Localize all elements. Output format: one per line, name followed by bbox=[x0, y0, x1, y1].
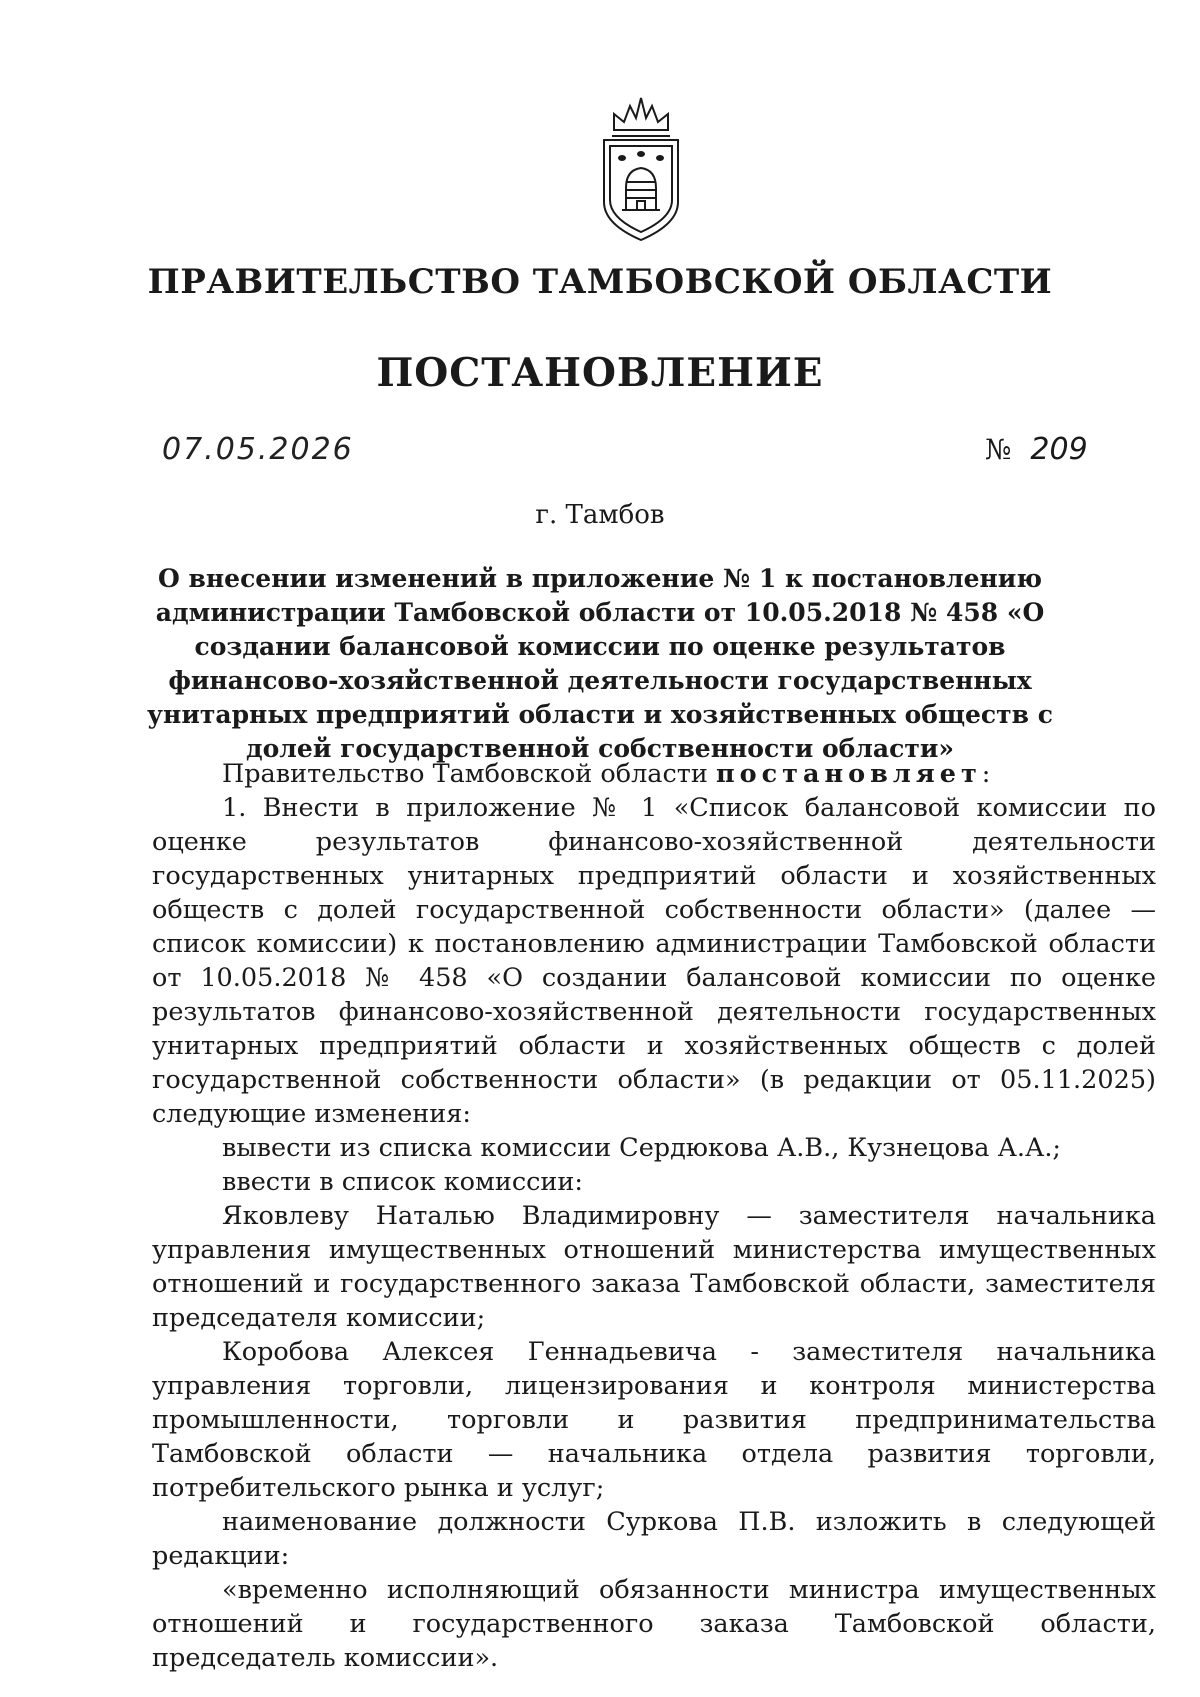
body-paragraph: «временно исполняющий обязанности министра имущественных отношений и государственного заказа Тамбовской области, председатель комиссии». bbox=[152, 1575, 1156, 1673]
body-paragraph: Яковлеву Наталью Владимировну — заместителя начальника управления имущественных отношений министерства имущественных отношений и государственного заказа Тамбовской области, заместителя председателя комиссии; bbox=[152, 1201, 1156, 1333]
document-type: ПОСТАНОВЛЕНИЕ bbox=[376, 350, 824, 396]
number-value: 209 bbox=[1030, 432, 1088, 467]
tambov-coat-of-arms-icon bbox=[596, 92, 686, 247]
body-paragraph: наименование должности Суркова П.В. изложить в следующей редакции: bbox=[152, 1507, 1156, 1571]
intro-paragraph bbox=[152, 757, 1156, 791]
document-subject: О внесении изменений в приложение № 1 к постановлению администрации Тамбовской области от 10.05.2018 № 458 «О создании балансовой комиссии по оценке результатов финансово-хозяйственной деятельности государственных унитарных предприятий области и хозяйственных обществ с долей государственной собственности области» bbox=[147, 564, 1053, 763]
document-date: 07.05.2026 bbox=[162, 432, 354, 467]
document-number bbox=[985, 432, 1088, 467]
body-paragraph: 1. Внести в приложение № 1 «Список балансовой комиссии по оценке результатов финансово-хозяйственной деятельности государственных унитарных предприятий области и хозяйственных обществ с долей государственной собственности области» (далее — список комиссии) к постановлению администрации Тамбовской области от 10.05.2018 № 458 «О создании балансовой комиссии по оценке результатов финансово-хозяйственной деятельности государственных унитарных предприятий области и хозяйственных обществ с долей государственной собственности области» (в редакции от 05.11.2025) следующие изменения: bbox=[152, 793, 1156, 1129]
number-label: № bbox=[985, 433, 1012, 466]
intro-suffix: : bbox=[981, 759, 991, 789]
body-paragraph: вывести из списка комиссии Сердюкова А.В., Кузнецова А.А.; bbox=[222, 1133, 1062, 1163]
body-paragraph: Коробова Алексея Геннадьевича - заместителя начальника управления торговли, лицензирования и контроля министерства промышленности, торговли и развития предпринимательства Тамбовской области — начальника отдела развития торговли, потребительского рынка и услуг; bbox=[152, 1337, 1156, 1503]
government-title: ПРАВИТЕЛЬСТВО ТАМБОВСКОЙ ОБЛАСТИ bbox=[147, 262, 1053, 302]
intro-prefix: Правительство Тамбовской области bbox=[222, 759, 716, 789]
intro-verb: постановляет bbox=[715, 759, 982, 789]
city: г. Тамбов bbox=[535, 500, 665, 530]
body-paragraph: ввести в список комиссии: bbox=[222, 1167, 583, 1197]
document-body bbox=[152, 757, 1156, 1675]
